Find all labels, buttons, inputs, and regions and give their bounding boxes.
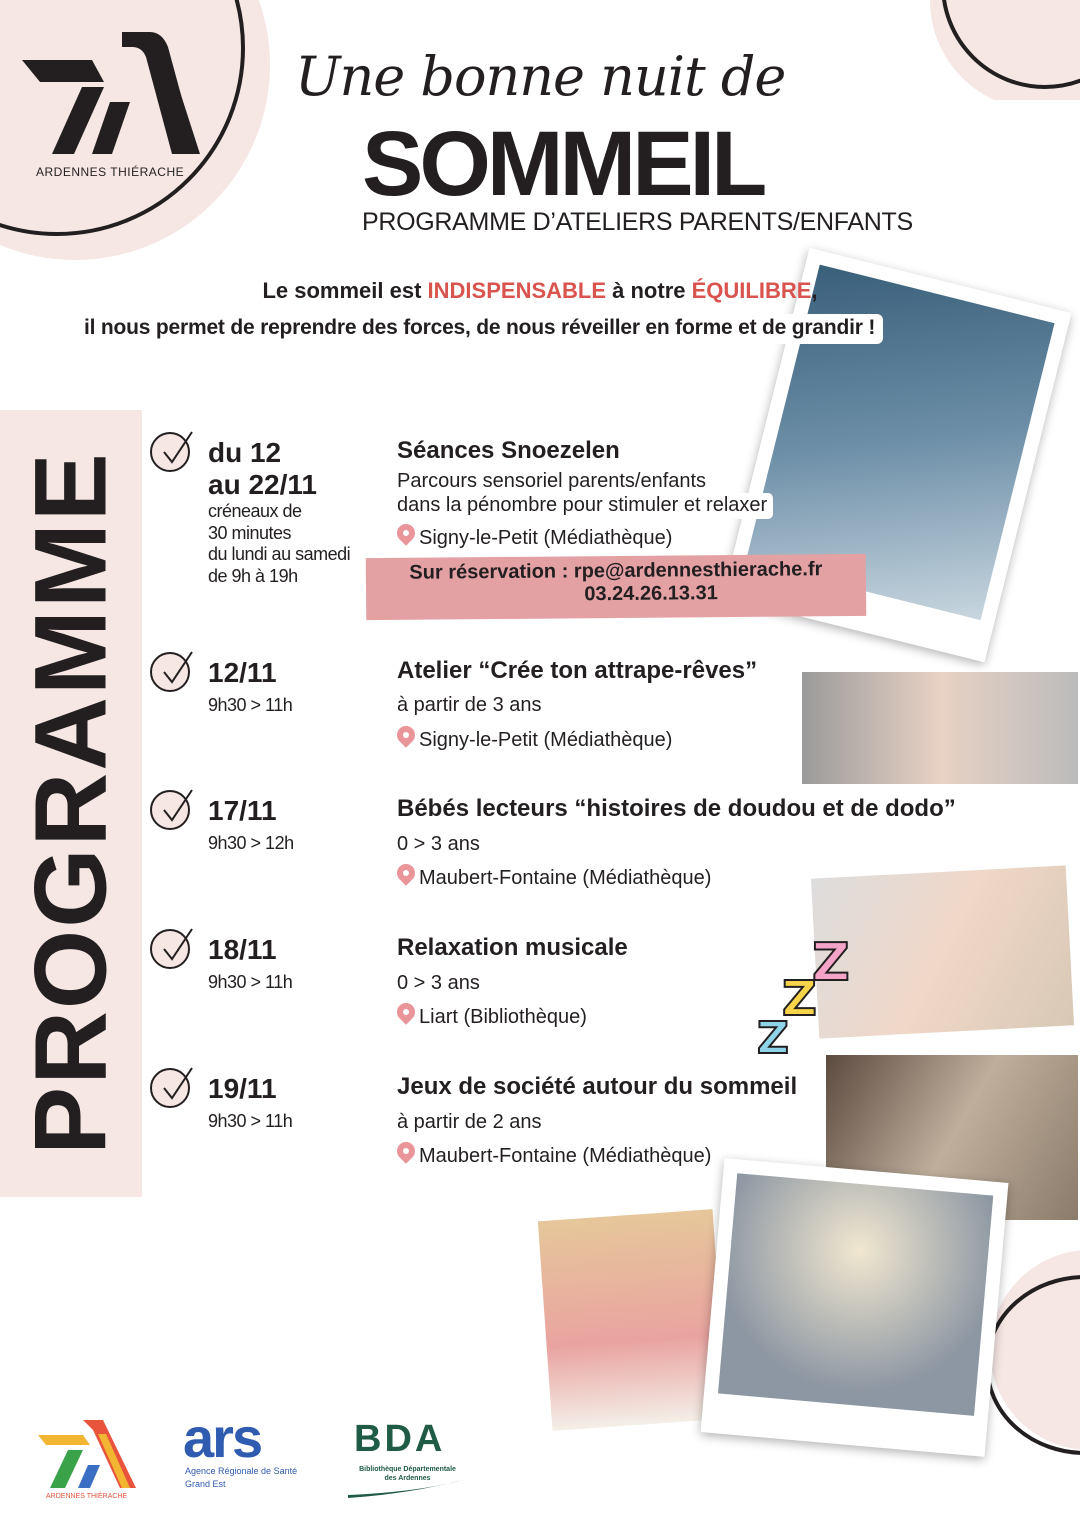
event-place — [397, 726, 672, 752]
event-title: Jeux de société autour du sommeil — [397, 1073, 803, 1103]
intro-highlight: ÉQUILIBRE — [691, 278, 812, 303]
event-title: Relaxation musicale — [397, 934, 634, 964]
event-time: 9h30 > 12h — [208, 833, 294, 853]
photo-baby-hand — [802, 672, 1078, 784]
svg-text:Z: Z — [812, 933, 850, 993]
event-title: Atelier “Crée ton attrape-rêves” — [397, 657, 763, 687]
decor-circle-top-right — [920, 0, 1080, 100]
event-title: Bébés lecteurs “histoires de doudou et de dodo” — [397, 795, 962, 825]
event-time: 9h30 > 11h — [208, 1111, 293, 1131]
event-date-end: au 22/11 — [208, 469, 317, 501]
event-time: 9h30 > 11h — [208, 972, 293, 992]
event-desc: à partir de 2 ans — [397, 1110, 548, 1136]
check-icon — [150, 652, 190, 692]
event-date: 19/11 — [208, 1073, 277, 1104]
event-date: 12/11 — [208, 657, 277, 688]
place-text: Signy-le-Petit (Médiathèque) — [419, 527, 673, 549]
place-text: Signy-le-Petit (Médiathèque) — [419, 729, 673, 751]
time-line: de 9h à 19h — [208, 565, 298, 586]
event-time — [208, 501, 350, 587]
zzz-illustration — [752, 925, 882, 1060]
photo-girl-reading — [538, 1209, 727, 1431]
subtitle: PROGRAMME D’ATELIERS PARENTS/ENFANTS — [362, 208, 913, 236]
location-pin-icon — [393, 722, 418, 747]
check-icon — [150, 1068, 190, 1108]
ars-line1: Agence Régionale de Santé — [185, 1466, 298, 1476]
ars-logo — [183, 1406, 262, 1469]
event-desc: à partir de 3 ans — [397, 693, 548, 719]
photo-baby-hammock — [701, 1158, 1009, 1457]
time-line: créneaux de — [208, 501, 302, 521]
check-icon — [150, 929, 190, 969]
intro-line-2: il nous permet de reprendre des forces, de nous réveiller en forme et de grandir ! — [84, 314, 883, 344]
reservation-email[interactable]: Sur réservation : rpe@ardennesthierache.fr — [409, 558, 823, 584]
event-title: Séances Snoezelen — [397, 437, 626, 467]
script-title: Une bonne nuit de — [295, 45, 786, 108]
ardennes-thierache-logo — [22, 32, 202, 162]
logo-text: ARDENNES THIÉRACHE — [36, 165, 185, 179]
check-icon — [150, 432, 190, 472]
location-pin-icon — [393, 860, 418, 885]
event-date: 17/11 — [208, 795, 277, 826]
bda-line1: Bibliothèque Départementale — [359, 1466, 456, 1473]
event-place — [397, 864, 711, 890]
time-line: 30 minutes — [208, 522, 292, 543]
event-place — [397, 1003, 587, 1029]
side-label: PROGRAMME — [13, 451, 128, 1155]
location-pin-icon — [393, 1138, 418, 1163]
logo-text: ARDENNES THIÉRACHE — [46, 1493, 128, 1500]
event-desc: 0 > 3 ans — [397, 971, 486, 997]
event-date — [208, 437, 317, 501]
event-date-start: du 12 — [208, 437, 282, 468]
ardennes-thierache-color-logo — [38, 1420, 143, 1490]
time-line: du lundi au samedi — [208, 544, 351, 565]
intro-highlight: INDISPENSABLE — [427, 278, 607, 303]
bda-logo: BDA — [354, 1418, 446, 1460]
intro-text: , — [811, 278, 818, 303]
place-text: Maubert-Fontaine (Médiathèque) — [419, 867, 712, 889]
bda-swoosh — [348, 1478, 468, 1500]
ars-text: ars — [183, 1406, 262, 1469]
check-icon — [150, 790, 190, 830]
event-date: 18/11 — [208, 934, 277, 965]
place-text: Maubert-Fontaine (Médiathèque) — [419, 1145, 712, 1167]
event-desc: 0 > 3 ans — [397, 832, 486, 858]
intro-line-1 — [0, 278, 1080, 304]
location-pin-icon — [393, 999, 418, 1024]
reservation-phone[interactable]: 03.24.26.13.31 — [584, 582, 718, 606]
ars-line2: Grand Est — [185, 1479, 226, 1489]
location-pin-icon — [393, 520, 418, 545]
reservation-banner — [366, 554, 867, 620]
place-text: Liart (Bibliothèque) — [419, 1006, 587, 1028]
event-place — [397, 1142, 711, 1168]
event-desc: Parcours sensoriel parents/enfants — [397, 469, 712, 495]
bda-line2: des Ardennes — [384, 1475, 431, 1482]
intro-text: Le sommeil est — [262, 278, 428, 303]
partner-logos — [0, 1400, 500, 1527]
event-place — [397, 524, 672, 550]
svg-text:Z: Z — [782, 971, 817, 1027]
event-desc: dans la pénombre pour stimuler et relaxer — [397, 493, 773, 519]
svg-text:Z: Z — [757, 1013, 789, 1060]
intro-text: à notre — [606, 278, 692, 303]
main-title: SOMMEIL — [362, 113, 764, 215]
event-time: 9h30 > 11h — [208, 695, 293, 715]
